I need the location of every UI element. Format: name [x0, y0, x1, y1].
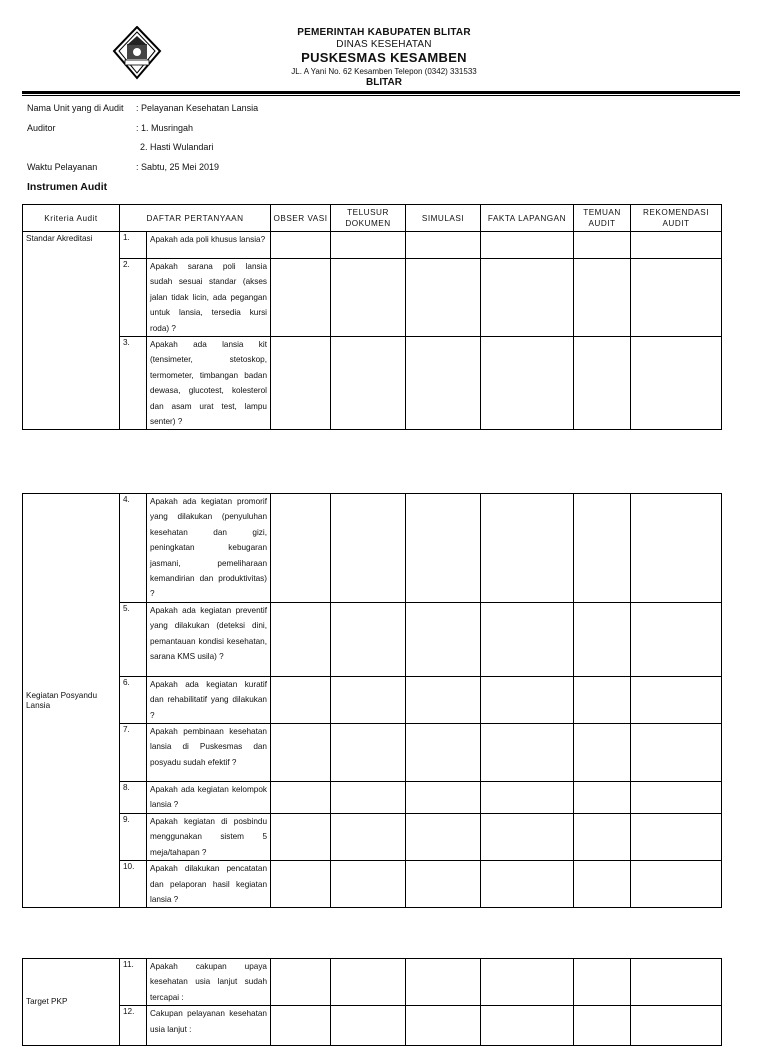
telusur-cell[interactable]	[331, 813, 406, 860]
fakta-cell[interactable]	[481, 232, 574, 259]
kriteria-cell: Standar Akreditasi	[23, 232, 120, 430]
header-row	[23, 205, 722, 232]
observasi-cell[interactable]	[271, 959, 331, 1006]
rekomendasi-cell[interactable]	[631, 259, 722, 337]
temuan-cell[interactable]	[574, 259, 631, 337]
rekomendasi-cell[interactable]	[631, 1006, 722, 1046]
waktu-value: : Sabtu, 25 Mei 2019	[136, 162, 220, 172]
question-number: 8.	[120, 782, 147, 814]
table-row	[23, 724, 722, 782]
col-observasi: OBSER VASI	[271, 205, 331, 232]
rekomendasi-cell[interactable]	[631, 782, 722, 814]
fakta-cell[interactable]	[481, 861, 574, 908]
fakta-cell[interactable]	[481, 337, 574, 430]
table-row	[23, 1006, 722, 1046]
fakta-cell[interactable]	[481, 813, 574, 860]
question-text: Apakah cakupan upaya kesehatan usia lanjut sudah tercapai :	[147, 959, 271, 1006]
telusur-cell[interactable]	[331, 259, 406, 337]
audit-table-1	[22, 204, 722, 430]
observasi-cell[interactable]	[271, 337, 331, 430]
rekomendasi-cell[interactable]	[631, 494, 722, 603]
temuan-cell[interactable]	[574, 1006, 631, 1046]
col-daftar: DAFTAR PERTANYAAN	[120, 205, 271, 232]
temuan-cell[interactable]	[574, 494, 631, 603]
simulasi-cell[interactable]	[406, 676, 481, 723]
fakta-cell[interactable]	[481, 259, 574, 337]
observasi-cell[interactable]	[271, 494, 331, 603]
temuan-cell[interactable]	[574, 724, 631, 782]
temuan-cell[interactable]	[574, 782, 631, 814]
header-rule-thick	[22, 91, 740, 94]
table-row	[23, 861, 722, 908]
question-text: Apakah kegiatan di posbindu menggunakan sistem 5 meja/tahapan ?	[147, 813, 271, 860]
table-row	[23, 813, 722, 860]
table-row	[23, 232, 722, 259]
telusur-cell[interactable]	[331, 861, 406, 908]
observasi-cell[interactable]	[271, 259, 331, 337]
table-row	[23, 602, 722, 676]
audit-table-2	[22, 493, 722, 908]
unit-label: Nama Unit yang di Audit	[27, 103, 124, 113]
telusur-cell[interactable]	[331, 724, 406, 782]
temuan-cell[interactable]	[574, 337, 631, 430]
col-temuan: TEMUAN AUDIT	[574, 205, 631, 232]
question-number: 12.	[120, 1006, 147, 1046]
temuan-cell[interactable]	[574, 602, 631, 676]
telusur-cell[interactable]	[331, 602, 406, 676]
auditor-2: 2. Hasti Wulandari	[140, 142, 214, 152]
question-text: Apakah ada kegiatan preventif yang dilakukan (deteksi dini, pemantauan kondisi kesehatan, sarana KMS usila) ?	[147, 602, 271, 676]
telusur-cell[interactable]	[331, 959, 406, 1006]
puskesmas-name: PUSKESMAS KESAMBEN	[301, 50, 467, 65]
fakta-cell[interactable]	[481, 494, 574, 603]
unit-value: : Pelayanan Kesehatan Lansia	[136, 103, 259, 113]
simulasi-cell[interactable]	[406, 724, 481, 782]
observasi-cell[interactable]	[271, 1006, 331, 1046]
col-rekomendasi: REKOMENDASI AUDIT	[631, 205, 722, 232]
table-row	[23, 959, 722, 1006]
question-text: Apakah ada poli khusus lansia?	[147, 232, 271, 259]
simulasi-cell[interactable]	[406, 259, 481, 337]
table-row	[23, 782, 722, 814]
simulasi-cell[interactable]	[406, 494, 481, 603]
question-text: Apakah ada lansia kit (tensimeter, stetoskop, termometer, timbangan badan dewasa, glucotest, kolesterol dan asam urat test, lampu senter) ?	[147, 337, 271, 430]
simulasi-cell[interactable]	[406, 813, 481, 860]
rekomendasi-cell[interactable]	[631, 676, 722, 723]
instrumen-title: Instrumen Audit	[27, 181, 108, 193]
observasi-cell[interactable]	[271, 232, 331, 259]
rekomendasi-cell[interactable]	[631, 959, 722, 1006]
kriteria-cell: Kegiatan Posyandu Lansia	[23, 494, 120, 908]
question-text: Apakah dilakukan pencatatan dan pelaporan hasil kegiatan lansia ?	[147, 861, 271, 908]
kabupaten-blitar-emblem-icon	[112, 26, 162, 80]
fakta-cell[interactable]	[481, 724, 574, 782]
col-fakta: FAKTA LAPANGAN	[481, 205, 574, 232]
observasi-cell[interactable]	[271, 602, 331, 676]
question-number: 7.	[120, 724, 147, 782]
rekomendasi-cell[interactable]	[631, 724, 722, 782]
temuan-cell[interactable]	[574, 676, 631, 723]
rekomendasi-cell[interactable]	[631, 602, 722, 676]
fakta-cell[interactable]	[481, 782, 574, 814]
rekomendasi-cell[interactable]	[631, 337, 722, 430]
rekomendasi-cell[interactable]	[631, 232, 722, 259]
question-number: 6.	[120, 676, 147, 723]
address: JL. A Yani No. 62 Kesamben Telepon (0342) 331533	[291, 67, 477, 76]
question-number: 9.	[120, 813, 147, 860]
observasi-cell[interactable]	[271, 676, 331, 723]
city: BLITAR	[366, 77, 402, 88]
fakta-cell[interactable]	[481, 1006, 574, 1046]
question-number: 11.	[120, 959, 147, 1006]
telusur-cell[interactable]	[331, 337, 406, 430]
question-text: Cakupan pelayanan kesehatan usia lanjut :	[147, 1006, 271, 1046]
letterhead	[0, 0, 768, 100]
table-row	[23, 494, 722, 603]
simulasi-cell[interactable]	[406, 861, 481, 908]
temuan-cell[interactable]	[574, 959, 631, 1006]
question-number: 4.	[120, 494, 147, 603]
government-name: PEMERINTAH KABUPATEN BLITAR	[297, 27, 471, 38]
telusur-cell[interactable]	[331, 494, 406, 603]
simulasi-cell[interactable]	[406, 959, 481, 1006]
question-text: Apakah ada kegiatan promorif yang dilakukan (penyuluhan kesehatan dan gizi, peningkatan kebugaran jasmani, pemeliharaan kemandirian dan produktivitas) ?	[147, 494, 271, 603]
observasi-cell[interactable]	[271, 861, 331, 908]
header-rule-thin	[22, 95, 740, 96]
col-simulasi: SIMULASI	[406, 205, 481, 232]
col-telusur: TELUSUR DOKUMEN	[331, 205, 406, 232]
table-row	[23, 337, 722, 430]
kriteria-cell: Target PKP	[23, 959, 120, 1046]
telusur-cell[interactable]	[331, 782, 406, 814]
fakta-cell[interactable]	[481, 602, 574, 676]
observasi-cell[interactable]	[271, 724, 331, 782]
col-kriteria: Kriteria Audit	[23, 205, 120, 232]
audit-table-3	[22, 958, 722, 1046]
telusur-cell[interactable]	[331, 232, 406, 259]
auditor-label: Auditor	[27, 123, 56, 133]
simulasi-cell[interactable]	[406, 232, 481, 259]
rekomendasi-cell[interactable]	[631, 813, 722, 860]
temuan-cell[interactable]	[574, 232, 631, 259]
question-number: 2.	[120, 259, 147, 337]
waktu-label: Waktu Pelayanan	[27, 162, 98, 172]
question-number: 1.	[120, 232, 147, 259]
question-number: 10.	[120, 861, 147, 908]
question-number: 5.	[120, 602, 147, 676]
simulasi-cell[interactable]	[406, 1006, 481, 1046]
simulasi-cell[interactable]	[406, 782, 481, 814]
department-name: DINAS KESEHATAN	[336, 39, 432, 50]
temuan-cell[interactable]	[574, 813, 631, 860]
observasi-cell[interactable]	[271, 782, 331, 814]
telusur-cell[interactable]	[331, 676, 406, 723]
question-text: Apakah pembinaan kesehatan lansia di Puskesmas dan posyadu sudah efektif ?	[147, 724, 271, 782]
question-text: Apakah ada kegiatan kuratif dan rehabilitatif yang dilakukan ?	[147, 676, 271, 723]
simulasi-cell[interactable]	[406, 602, 481, 676]
temuan-cell[interactable]	[574, 861, 631, 908]
simulasi-cell[interactable]	[406, 337, 481, 430]
observasi-cell[interactable]	[271, 813, 331, 860]
question-text: Apakah sarana poli lansia sudah sesuai standar (akses jalan tidak licin, ada pegangan untuk lansia, tersedia kursi roda) ?	[147, 259, 271, 337]
question-number: 3.	[120, 337, 147, 430]
question-text: Apakah ada kegiatan kelompok lansia ?	[147, 782, 271, 814]
table-row	[23, 676, 722, 723]
rekomendasi-cell[interactable]	[631, 861, 722, 908]
fakta-cell[interactable]	[481, 676, 574, 723]
auditor-1: : 1. Musringah	[136, 123, 194, 133]
table-row	[23, 259, 722, 337]
telusur-cell[interactable]	[331, 1006, 406, 1046]
fakta-cell[interactable]	[481, 959, 574, 1006]
